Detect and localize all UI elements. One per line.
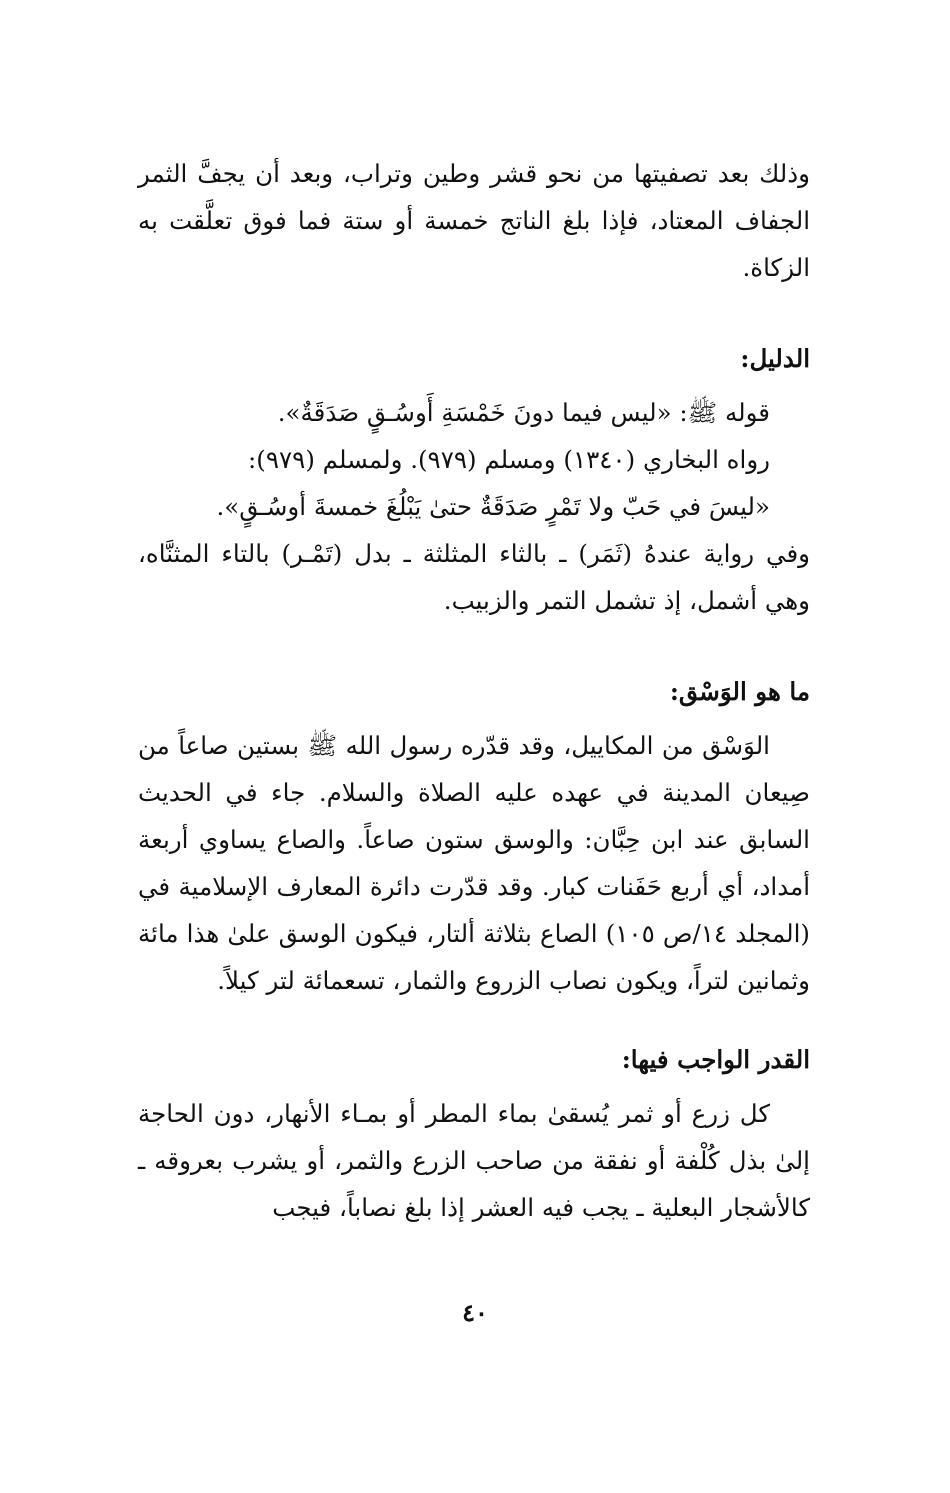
hadith-quote: قوله ﷺ: «ليس فيما دونَ خَمْسَةِ أَوسُـقٍ صَدَقَةٌ». [277,398,770,427]
page-number: ٤٠ [462,1298,488,1327]
page-body [138,150,810,1231]
hadith-source: رواه البخاري (١٣٤٠) ومسلم (٩٧٩). ولمسلم (٩٧٩): [248,445,770,474]
obligatory-paragraph: كل زرع أو ثمر يُسقىٰ بماء المطر أو بمـاء الأنهار، دون الحاجة إلىٰ بذل كُلْفة أو نفقة من صاحب الزرع والثمر، أو يشرب بعروقه ـ كالأشجار البعلية ـ يجب فيه العشر إذا بلغ نصاباً، فيجب [138,1099,810,1222]
intro-paragraph: وذلك بعد تصفيتها من نحو قشر وطين وتراب، وبعد أن يجفَّ الثمر الجفاف المعتاد، فإذا بلغ الناتج خمسة أو ستة فما فوق تعلَّقت به الزكاة. [138,159,810,282]
wasq-heading: ما هو الوَسْق: [669,677,810,706]
wasq-paragraph: الوَسْق من المكاييل، وقد قدّره رسول الله ﷺ بستين صاعاً من صِيعان المدينة في عهده عليه الصلاة والسلام. جاء في الحديث السابق عند ابن حِبَّان: والوسق ستون صاعاً. والصاع يساوي أربعة أمداد، أي أربع حَفَنات كبار. وقد قدّرت دائرة المعارف الإسلامية في (المجلد ١٤/ص ١٠٥) الصاع بثلاثة ألتار، فيكون الوسق علىٰ هذا مائة وثمانين لتراً، ويكون نصاب الزروع والثمار، تسعمائة لتر كيلاً. [138,731,810,995]
hadith-variant: وفي رواية عندهُ (ثَمَر) ـ بالثاء المثلثة ـ بدل (تَمْـر) بالتاء المثنَّاه، وهي أشمل، إذ تشمل التمر والزبيب. [138,539,810,615]
evidence-heading: الدليل: [740,344,810,373]
hadith-narration: «ليسَ في حَبّ ولا تَمْرٍ صَدَقَةٌ حتىٰ يَبْلُغَ خمسةَ أوسُـقٍ». [216,492,770,521]
obligatory-heading: القدر الواجب فيها: [621,1045,810,1074]
